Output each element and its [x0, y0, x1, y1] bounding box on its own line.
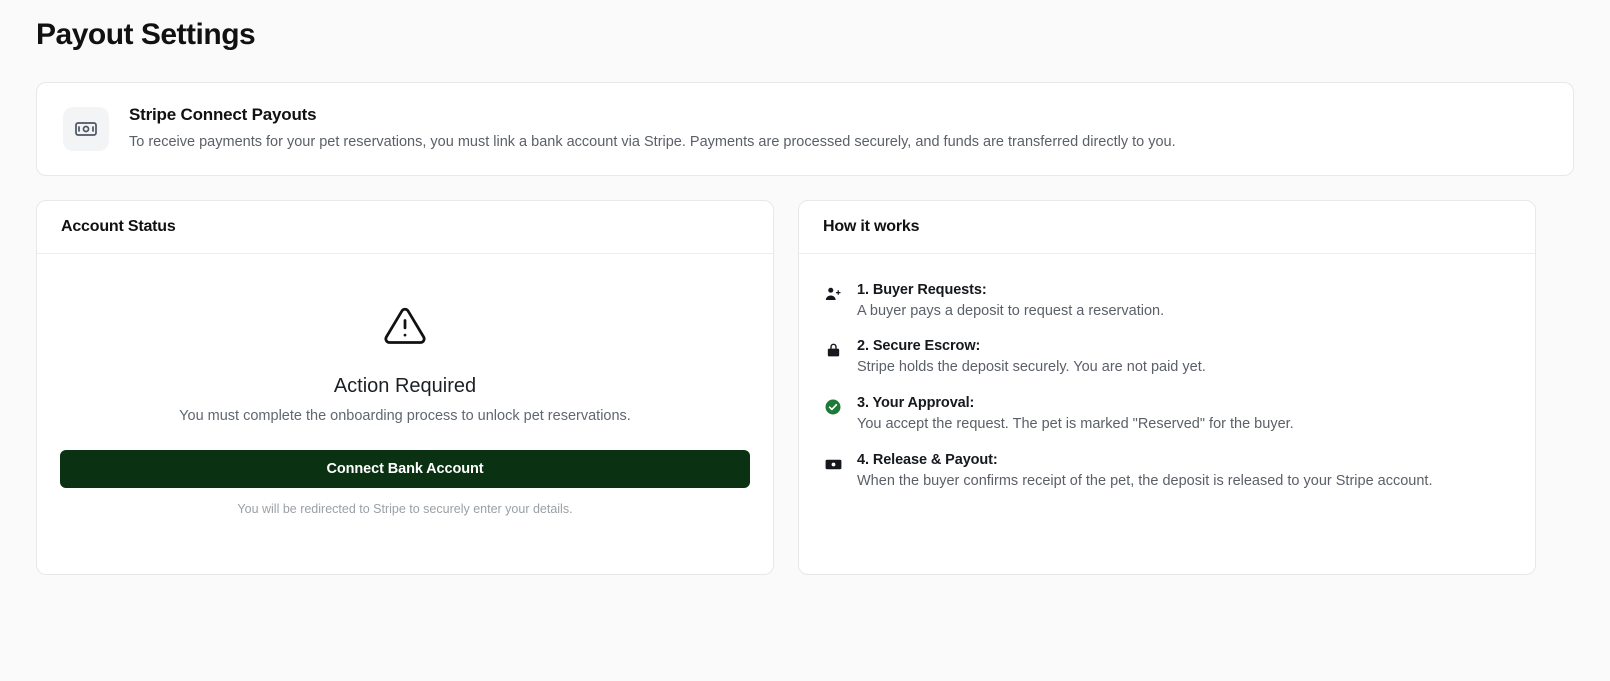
how-it-works-card [798, 200, 1536, 575]
list-item [823, 338, 1511, 377]
payout-settings-page [0, 18, 1610, 681]
list-item [823, 282, 1511, 321]
banner-title: Stripe Connect Payouts [129, 105, 317, 124]
how-it-works-body [799, 254, 1535, 574]
warning-triangle-icon [383, 304, 427, 353]
step-description: Stripe holds the deposit securely. You are not paid yet. [857, 359, 1206, 376]
banknote-icon [63, 107, 109, 151]
account-status-body [37, 254, 773, 574]
account-status-card [36, 200, 774, 575]
step-title: 2. Secure Escrow: [857, 338, 981, 355]
how-it-works-header: How it works [799, 201, 1535, 254]
connect-bank-account-button[interactable]: Connect Bank Account [60, 450, 750, 488]
banknote-icon [823, 454, 843, 474]
stripe-connect-banner [36, 82, 1574, 176]
status-title: Action Required [333, 374, 477, 397]
content-columns [36, 200, 1574, 575]
list-item [823, 395, 1511, 434]
lock-icon [823, 340, 843, 360]
redirect-note: You will be redirected to Stripe to securely enter your details. [237, 501, 573, 516]
step-title: 4. Release & Payout: [857, 452, 998, 469]
page-title: Payout Settings [36, 18, 256, 51]
banner-description: To receive payments for your pet reservations, you must link a bank account via Stripe. Payments are processed securely, and funds are transferred directly to you. [129, 134, 1176, 150]
banner-text [129, 105, 1176, 153]
check-circle-icon [823, 397, 843, 417]
step-description: When the buyer confirms receipt of the pet, the deposit is released to your Stripe account. [857, 473, 1433, 490]
steps-list [823, 278, 1511, 491]
step-description: A buyer pays a deposit to request a reservation. [857, 302, 1165, 319]
account-status-header: Account Status [37, 201, 773, 254]
step-title: 1. Buyer Requests: [857, 281, 987, 298]
step-title: 3. Your Approval: [857, 395, 975, 412]
list-item [823, 452, 1511, 491]
step-description: You accept the request. The pet is marked "Reserved" for the buyer. [857, 416, 1294, 433]
status-subtitle: You must complete the onboarding process to unlock pet reservations. [179, 407, 631, 424]
user-plus-icon [823, 284, 843, 304]
